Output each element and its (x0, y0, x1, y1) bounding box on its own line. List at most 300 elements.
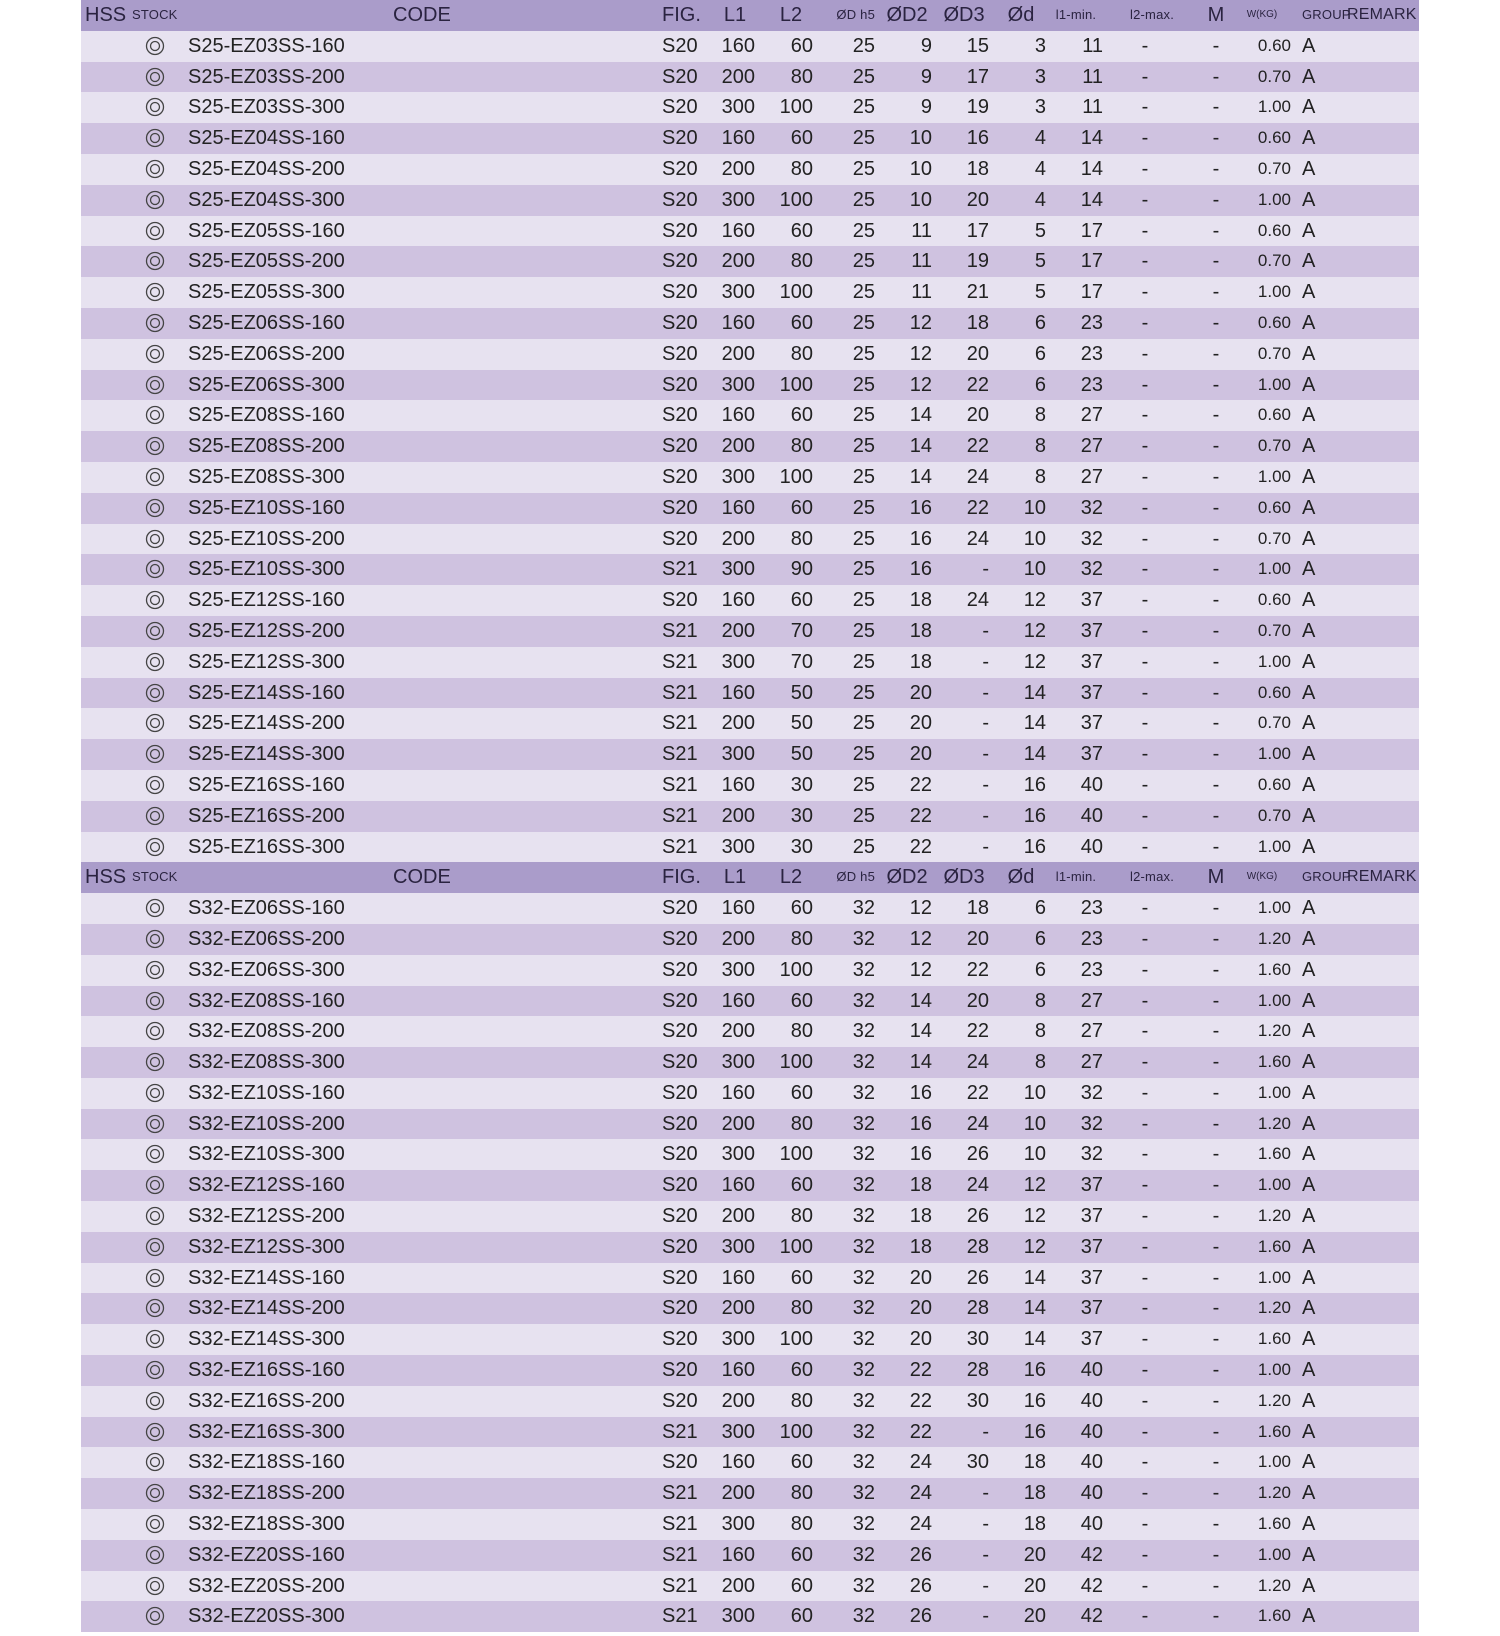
table-row (81, 708, 1419, 739)
header-l2: L2 (779, 4, 803, 26)
d-cell: 16 (1023, 835, 1046, 858)
code-cell: S25-EZ10SS-300 (188, 558, 345, 581)
l2-cell: 60 (790, 34, 813, 57)
l1-min-cell: 14 (1080, 127, 1103, 150)
double-circle-icon (145, 467, 165, 487)
weight-cell: 1.00 (1257, 1082, 1291, 1102)
fig-cell: S21 (662, 1513, 698, 1536)
d2-cell: 9 (920, 65, 932, 88)
fig-cell: S21 (662, 1420, 698, 1443)
table-row (81, 62, 1419, 93)
l2-max-cell: - (1141, 681, 1149, 704)
d-h5-cell: 25 (852, 34, 875, 57)
d-cell: 4 (1034, 127, 1046, 150)
weight-cell: 0.70 (1257, 528, 1291, 548)
m-cell: - (1212, 897, 1220, 920)
l1-cell: 160 (721, 404, 755, 427)
code-cell: S32-EZ12SS-160 (188, 1174, 345, 1197)
l2-cell: 60 (790, 1543, 813, 1566)
l2-max-cell: - (1141, 157, 1149, 180)
code-cell: S25-EZ12SS-160 (188, 589, 345, 612)
header-dh5: ØD h5 (836, 7, 875, 22)
d-cell: 8 (1034, 404, 1046, 427)
d-h5-cell: 32 (852, 1143, 875, 1166)
table-row (81, 1139, 1419, 1170)
l1-min-cell: 37 (1080, 712, 1103, 735)
d-h5-cell: 25 (852, 157, 875, 180)
m-cell: - (1212, 1112, 1220, 1135)
d3-cell: 22 (966, 1081, 989, 1104)
fig-cell: S20 (662, 34, 698, 57)
double-circle-icon (145, 1606, 165, 1626)
d2-cell: 26 (909, 1543, 932, 1566)
l2-max-cell: - (1141, 558, 1149, 581)
l2-max-cell: - (1141, 1235, 1149, 1258)
l1-cell: 200 (721, 342, 755, 365)
d3-cell: - (982, 1420, 989, 1443)
fig-cell: S21 (662, 743, 698, 766)
double-circle-icon (145, 36, 165, 56)
header-d: Ød (1007, 866, 1035, 889)
d2-cell: 16 (909, 1143, 932, 1166)
header-l1: L1 (723, 866, 747, 889)
table-row (81, 308, 1419, 339)
l1-cell: 300 (721, 1328, 755, 1351)
fig-cell: S20 (662, 1359, 698, 1382)
weight-cell: 1.60 (1257, 1421, 1291, 1441)
double-circle-icon (145, 1268, 165, 1288)
d-cell: 5 (1034, 281, 1046, 304)
l2-max-cell: - (1141, 1266, 1149, 1289)
l2-max-cell: - (1141, 496, 1149, 519)
d2-cell: 18 (909, 619, 932, 642)
l2-cell: 80 (790, 1020, 813, 1043)
fig-cell: S20 (662, 958, 698, 981)
fig-cell: S20 (662, 1297, 698, 1320)
l2-max-cell: - (1141, 281, 1149, 304)
group-cell: A (1302, 1605, 1316, 1628)
code-cell: S32-EZ06SS-300 (188, 958, 345, 981)
m-cell: - (1212, 1482, 1220, 1505)
l2-cell: 30 (790, 773, 813, 796)
header-l1-min: l1-min. (1055, 7, 1097, 22)
d2-cell: 20 (909, 1328, 932, 1351)
fig-cell: S21 (662, 804, 698, 827)
weight-cell: 1.00 (1257, 1360, 1291, 1380)
l1-cell: 200 (721, 1020, 755, 1043)
code-cell: S32-EZ16SS-300 (188, 1420, 345, 1443)
l2-max-cell: - (1141, 1513, 1149, 1536)
d3-cell: 21 (966, 281, 989, 304)
weight-cell: 1.60 (1257, 959, 1291, 979)
d2-cell: 12 (909, 311, 932, 334)
double-circle-icon (145, 621, 165, 641)
l1-cell: 160 (721, 127, 755, 150)
header-l1: L1 (723, 4, 747, 26)
header-group: GROUP (1302, 869, 1351, 885)
group-cell: A (1302, 958, 1316, 981)
l1-cell: 300 (721, 1143, 755, 1166)
l2-cell: 100 (779, 373, 813, 396)
weight-cell: 1.00 (1257, 466, 1291, 486)
fig-cell: S20 (662, 1389, 698, 1412)
m-cell: - (1212, 589, 1220, 612)
weight-cell: 1.60 (1257, 1329, 1291, 1349)
l2-cell: 60 (790, 1174, 813, 1197)
d-cell: 12 (1023, 650, 1046, 673)
double-circle-icon (145, 190, 165, 210)
d-h5-cell: 32 (852, 897, 875, 920)
table-row (81, 370, 1419, 401)
code-cell: S32-EZ16SS-200 (188, 1389, 345, 1412)
table-row (81, 524, 1419, 555)
m-cell: - (1212, 465, 1220, 488)
header-l2: L2 (779, 866, 803, 889)
group-cell: A (1302, 219, 1316, 242)
l2-cell: 100 (779, 188, 813, 211)
double-circle-icon (145, 1391, 165, 1411)
code-cell: S32-EZ18SS-200 (188, 1482, 345, 1505)
d-cell: 10 (1023, 1081, 1046, 1104)
weight-cell: 0.60 (1257, 128, 1291, 148)
double-circle-icon (145, 1175, 165, 1195)
table-row (81, 924, 1419, 955)
weight-cell: 0.70 (1257, 436, 1291, 456)
d2-cell: 16 (909, 1081, 932, 1104)
weight-cell: 1.20 (1257, 928, 1291, 948)
d2-cell: 12 (909, 927, 932, 950)
l2-cell: 60 (790, 496, 813, 519)
l2-cell: 70 (790, 650, 813, 673)
d-cell: 14 (1023, 712, 1046, 735)
code-cell: S25-EZ04SS-200 (188, 157, 345, 180)
l2-cell: 80 (790, 157, 813, 180)
d-cell: 20 (1023, 1543, 1046, 1566)
m-cell: - (1212, 958, 1220, 981)
l2-max-cell: - (1141, 188, 1149, 211)
l2-cell: 60 (790, 897, 813, 920)
table-row (81, 1293, 1419, 1324)
code-cell: S25-EZ05SS-200 (188, 250, 345, 273)
table-row (81, 277, 1419, 308)
m-cell: - (1212, 527, 1220, 550)
l2-max-cell: - (1141, 1574, 1149, 1597)
weight-cell: 0.60 (1257, 220, 1291, 240)
d-h5-cell: 32 (852, 1328, 875, 1351)
group-cell: A (1302, 250, 1316, 273)
l1-cell: 300 (721, 1051, 755, 1074)
m-cell: - (1212, 1513, 1220, 1536)
d2-cell: 26 (909, 1605, 932, 1628)
d3-cell: 20 (966, 342, 989, 365)
l2-cell: 80 (790, 1389, 813, 1412)
header-d2: ØD2 (886, 4, 928, 26)
fig-cell: S20 (662, 589, 698, 612)
table-row (81, 1170, 1419, 1201)
table-row (81, 647, 1419, 678)
group-cell: A (1302, 1174, 1316, 1197)
d2-cell: 12 (909, 342, 932, 365)
l2-max-cell: - (1141, 435, 1149, 458)
product-table (81, 0, 1419, 1632)
l2-cell: 100 (779, 1051, 813, 1074)
l1-cell: 160 (721, 219, 755, 242)
d3-cell: 24 (966, 589, 989, 612)
d-h5-cell: 32 (852, 927, 875, 950)
l1-cell: 300 (721, 465, 755, 488)
d2-cell: 16 (909, 527, 932, 550)
table-row (81, 616, 1419, 647)
double-circle-icon (145, 1083, 165, 1103)
m-cell: - (1212, 1543, 1220, 1566)
table-row (81, 431, 1419, 462)
l2-cell: 100 (779, 1235, 813, 1258)
l1-min-cell: 32 (1080, 527, 1103, 550)
l1-min-cell: 40 (1080, 1359, 1103, 1382)
header-m: M (1207, 866, 1225, 889)
l1-cell: 300 (721, 650, 755, 673)
header-l2-max: l2-max. (1130, 7, 1175, 22)
fig-cell: S20 (662, 989, 698, 1012)
group-cell: A (1302, 1235, 1316, 1258)
l2-max-cell: - (1141, 927, 1149, 950)
l1-min-cell: 32 (1080, 1081, 1103, 1104)
d-h5-cell: 32 (852, 1574, 875, 1597)
fig-cell: S20 (662, 1020, 698, 1043)
header-weight: W(KG) (1246, 871, 1278, 883)
d-h5-cell: 25 (852, 712, 875, 735)
weight-cell: 0.70 (1257, 713, 1291, 733)
code-cell: S25-EZ04SS-300 (188, 188, 345, 211)
d3-cell: 18 (966, 897, 989, 920)
d2-cell: 11 (911, 281, 932, 304)
l1-cell: 200 (721, 619, 755, 642)
d-h5-cell: 32 (852, 1020, 875, 1043)
double-circle-icon (145, 221, 165, 241)
d-h5-cell: 25 (852, 681, 875, 704)
l2-cell: 100 (779, 1420, 813, 1443)
l2-cell: 80 (790, 1513, 813, 1536)
fig-cell: S20 (662, 465, 698, 488)
d-cell: 18 (1023, 1451, 1046, 1474)
table-row (81, 1201, 1419, 1232)
weight-cell: 0.60 (1257, 497, 1291, 517)
header-d3: ØD3 (943, 866, 985, 889)
group-cell: A (1302, 311, 1316, 334)
weight-cell: 1.00 (1257, 189, 1291, 209)
double-circle-icon (145, 1206, 165, 1226)
double-circle-icon (145, 806, 165, 826)
l2-cell: 80 (790, 1112, 813, 1135)
m-cell: - (1212, 1328, 1220, 1351)
fig-cell: S20 (662, 157, 698, 180)
d-h5-cell: 25 (852, 127, 875, 150)
d-cell: 6 (1034, 958, 1046, 981)
group-cell: A (1302, 65, 1316, 88)
group-cell: A (1302, 1020, 1316, 1043)
m-cell: - (1212, 712, 1220, 735)
table-row (81, 986, 1419, 1017)
header-d: Ød (1007, 4, 1035, 26)
l1-min-cell: 40 (1080, 1389, 1103, 1412)
l2-cell: 60 (790, 219, 813, 242)
table-row (81, 123, 1419, 154)
l2-max-cell: - (1141, 897, 1149, 920)
d-h5-cell: 32 (852, 989, 875, 1012)
table-header-row (81, 862, 1419, 893)
d3-cell: 24 (966, 1051, 989, 1074)
l1-cell: 160 (721, 897, 755, 920)
l1-min-cell: 32 (1080, 558, 1103, 581)
code-cell: S32-EZ12SS-200 (188, 1205, 345, 1228)
d3-cell: 16 (966, 127, 989, 150)
l1-min-cell: 11 (1082, 34, 1103, 57)
d3-cell: - (982, 681, 989, 704)
d-cell: 14 (1023, 1297, 1046, 1320)
weight-cell: 0.60 (1257, 35, 1291, 55)
d-cell: 5 (1034, 219, 1046, 242)
l1-min-cell: 37 (1080, 1205, 1103, 1228)
l1-min-cell: 37 (1080, 1266, 1103, 1289)
d-h5-cell: 32 (852, 1513, 875, 1536)
header-fig: FIG. (662, 4, 701, 26)
l1-cell: 200 (721, 1112, 755, 1135)
l1-cell: 200 (721, 250, 755, 273)
weight-cell: 1.00 (1257, 374, 1291, 394)
d2-cell: 20 (909, 743, 932, 766)
m-cell: - (1212, 1389, 1220, 1412)
group-cell: A (1302, 373, 1316, 396)
code-cell: S32-EZ14SS-200 (188, 1297, 345, 1320)
d-h5-cell: 25 (852, 96, 875, 119)
double-circle-icon (145, 713, 165, 733)
d3-cell: - (982, 1513, 989, 1536)
d2-cell: 20 (909, 1266, 932, 1289)
table-row (81, 955, 1419, 986)
l1-cell: 200 (721, 804, 755, 827)
d-cell: 14 (1023, 743, 1046, 766)
d-h5-cell: 25 (852, 650, 875, 673)
weight-cell: 0.60 (1257, 774, 1291, 794)
fig-cell: S21 (662, 650, 698, 673)
weight-cell: 1.20 (1257, 1390, 1291, 1410)
d-h5-cell: 32 (852, 1451, 875, 1474)
double-circle-icon (145, 991, 165, 1011)
d2-cell: 18 (909, 589, 932, 612)
l1-cell: 200 (721, 435, 755, 458)
weight-cell: 1.00 (1257, 97, 1291, 117)
d-h5-cell: 32 (852, 1266, 875, 1289)
group-cell: A (1302, 1482, 1316, 1505)
l2-max-cell: - (1141, 1297, 1149, 1320)
l1-min-cell: 40 (1080, 835, 1103, 858)
double-circle-icon (145, 775, 165, 795)
fig-cell: S20 (662, 1235, 698, 1258)
d-h5-cell: 32 (852, 958, 875, 981)
l2-max-cell: - (1141, 65, 1149, 88)
m-cell: - (1212, 311, 1220, 334)
weight-cell: 1.00 (1257, 559, 1291, 579)
d2-cell: 16 (909, 1112, 932, 1135)
fig-cell: S21 (662, 712, 698, 735)
d-h5-cell: 25 (852, 465, 875, 488)
d-h5-cell: 25 (852, 558, 875, 581)
fig-cell: S21 (662, 619, 698, 642)
l1-cell: 160 (721, 1266, 755, 1289)
l2-cell: 60 (790, 1574, 813, 1597)
d3-cell: 26 (966, 1205, 989, 1228)
group-cell: A (1302, 1143, 1316, 1166)
group-cell: A (1302, 342, 1316, 365)
d-cell: 5 (1034, 250, 1046, 273)
d2-cell: 12 (909, 897, 932, 920)
weight-cell: 1.20 (1257, 1483, 1291, 1503)
table-row (81, 1478, 1419, 1509)
weight-cell: 1.20 (1257, 1298, 1291, 1318)
weight-cell: 1.00 (1257, 651, 1291, 671)
weight-cell: 1.00 (1257, 1175, 1291, 1195)
double-circle-icon (145, 652, 165, 672)
table-row (81, 1263, 1419, 1294)
l1-min-cell: 11 (1082, 65, 1103, 88)
d-h5-cell: 32 (852, 1174, 875, 1197)
d-cell: 3 (1034, 34, 1046, 57)
table-row (81, 1324, 1419, 1355)
d-cell: 6 (1034, 897, 1046, 920)
table-row (81, 216, 1419, 247)
d-h5-cell: 32 (852, 1359, 875, 1382)
d-cell: 14 (1023, 1266, 1046, 1289)
m-cell: - (1212, 1020, 1220, 1043)
group-cell: A (1302, 1112, 1316, 1135)
m-cell: - (1212, 1235, 1220, 1258)
fig-cell: S21 (662, 1482, 698, 1505)
header-remark: REMARK (1347, 868, 1417, 886)
l2-cell: 50 (790, 712, 813, 735)
d-cell: 10 (1023, 527, 1046, 550)
d2-cell: 14 (909, 435, 932, 458)
l2-max-cell: - (1141, 589, 1149, 612)
d3-cell: - (982, 773, 989, 796)
d-cell: 10 (1023, 1143, 1046, 1166)
group-cell: A (1302, 404, 1316, 427)
m-cell: - (1212, 619, 1220, 642)
l1-min-cell: 32 (1080, 1112, 1103, 1135)
group-cell: A (1302, 1389, 1316, 1412)
m-cell: - (1212, 1574, 1220, 1597)
l1-cell: 300 (721, 743, 755, 766)
table-row (81, 1601, 1419, 1632)
m-cell: - (1212, 404, 1220, 427)
d-h5-cell: 25 (852, 311, 875, 334)
header-stock: STOCK (132, 869, 178, 885)
l2-cell: 80 (790, 1297, 813, 1320)
group-cell: A (1302, 1543, 1316, 1566)
d2-cell: 12 (909, 958, 932, 981)
d-cell: 8 (1034, 1020, 1046, 1043)
d3-cell: 17 (966, 219, 989, 242)
m-cell: - (1212, 342, 1220, 365)
weight-cell: 1.00 (1257, 1544, 1291, 1564)
fig-cell: S20 (662, 1143, 698, 1166)
group-cell: A (1302, 681, 1316, 704)
d2-cell: 18 (909, 1235, 932, 1258)
header-m: M (1207, 4, 1225, 26)
double-circle-icon (145, 1237, 165, 1257)
double-circle-icon (145, 1329, 165, 1349)
m-cell: - (1212, 1143, 1220, 1166)
code-cell: S32-EZ08SS-300 (188, 1051, 345, 1074)
